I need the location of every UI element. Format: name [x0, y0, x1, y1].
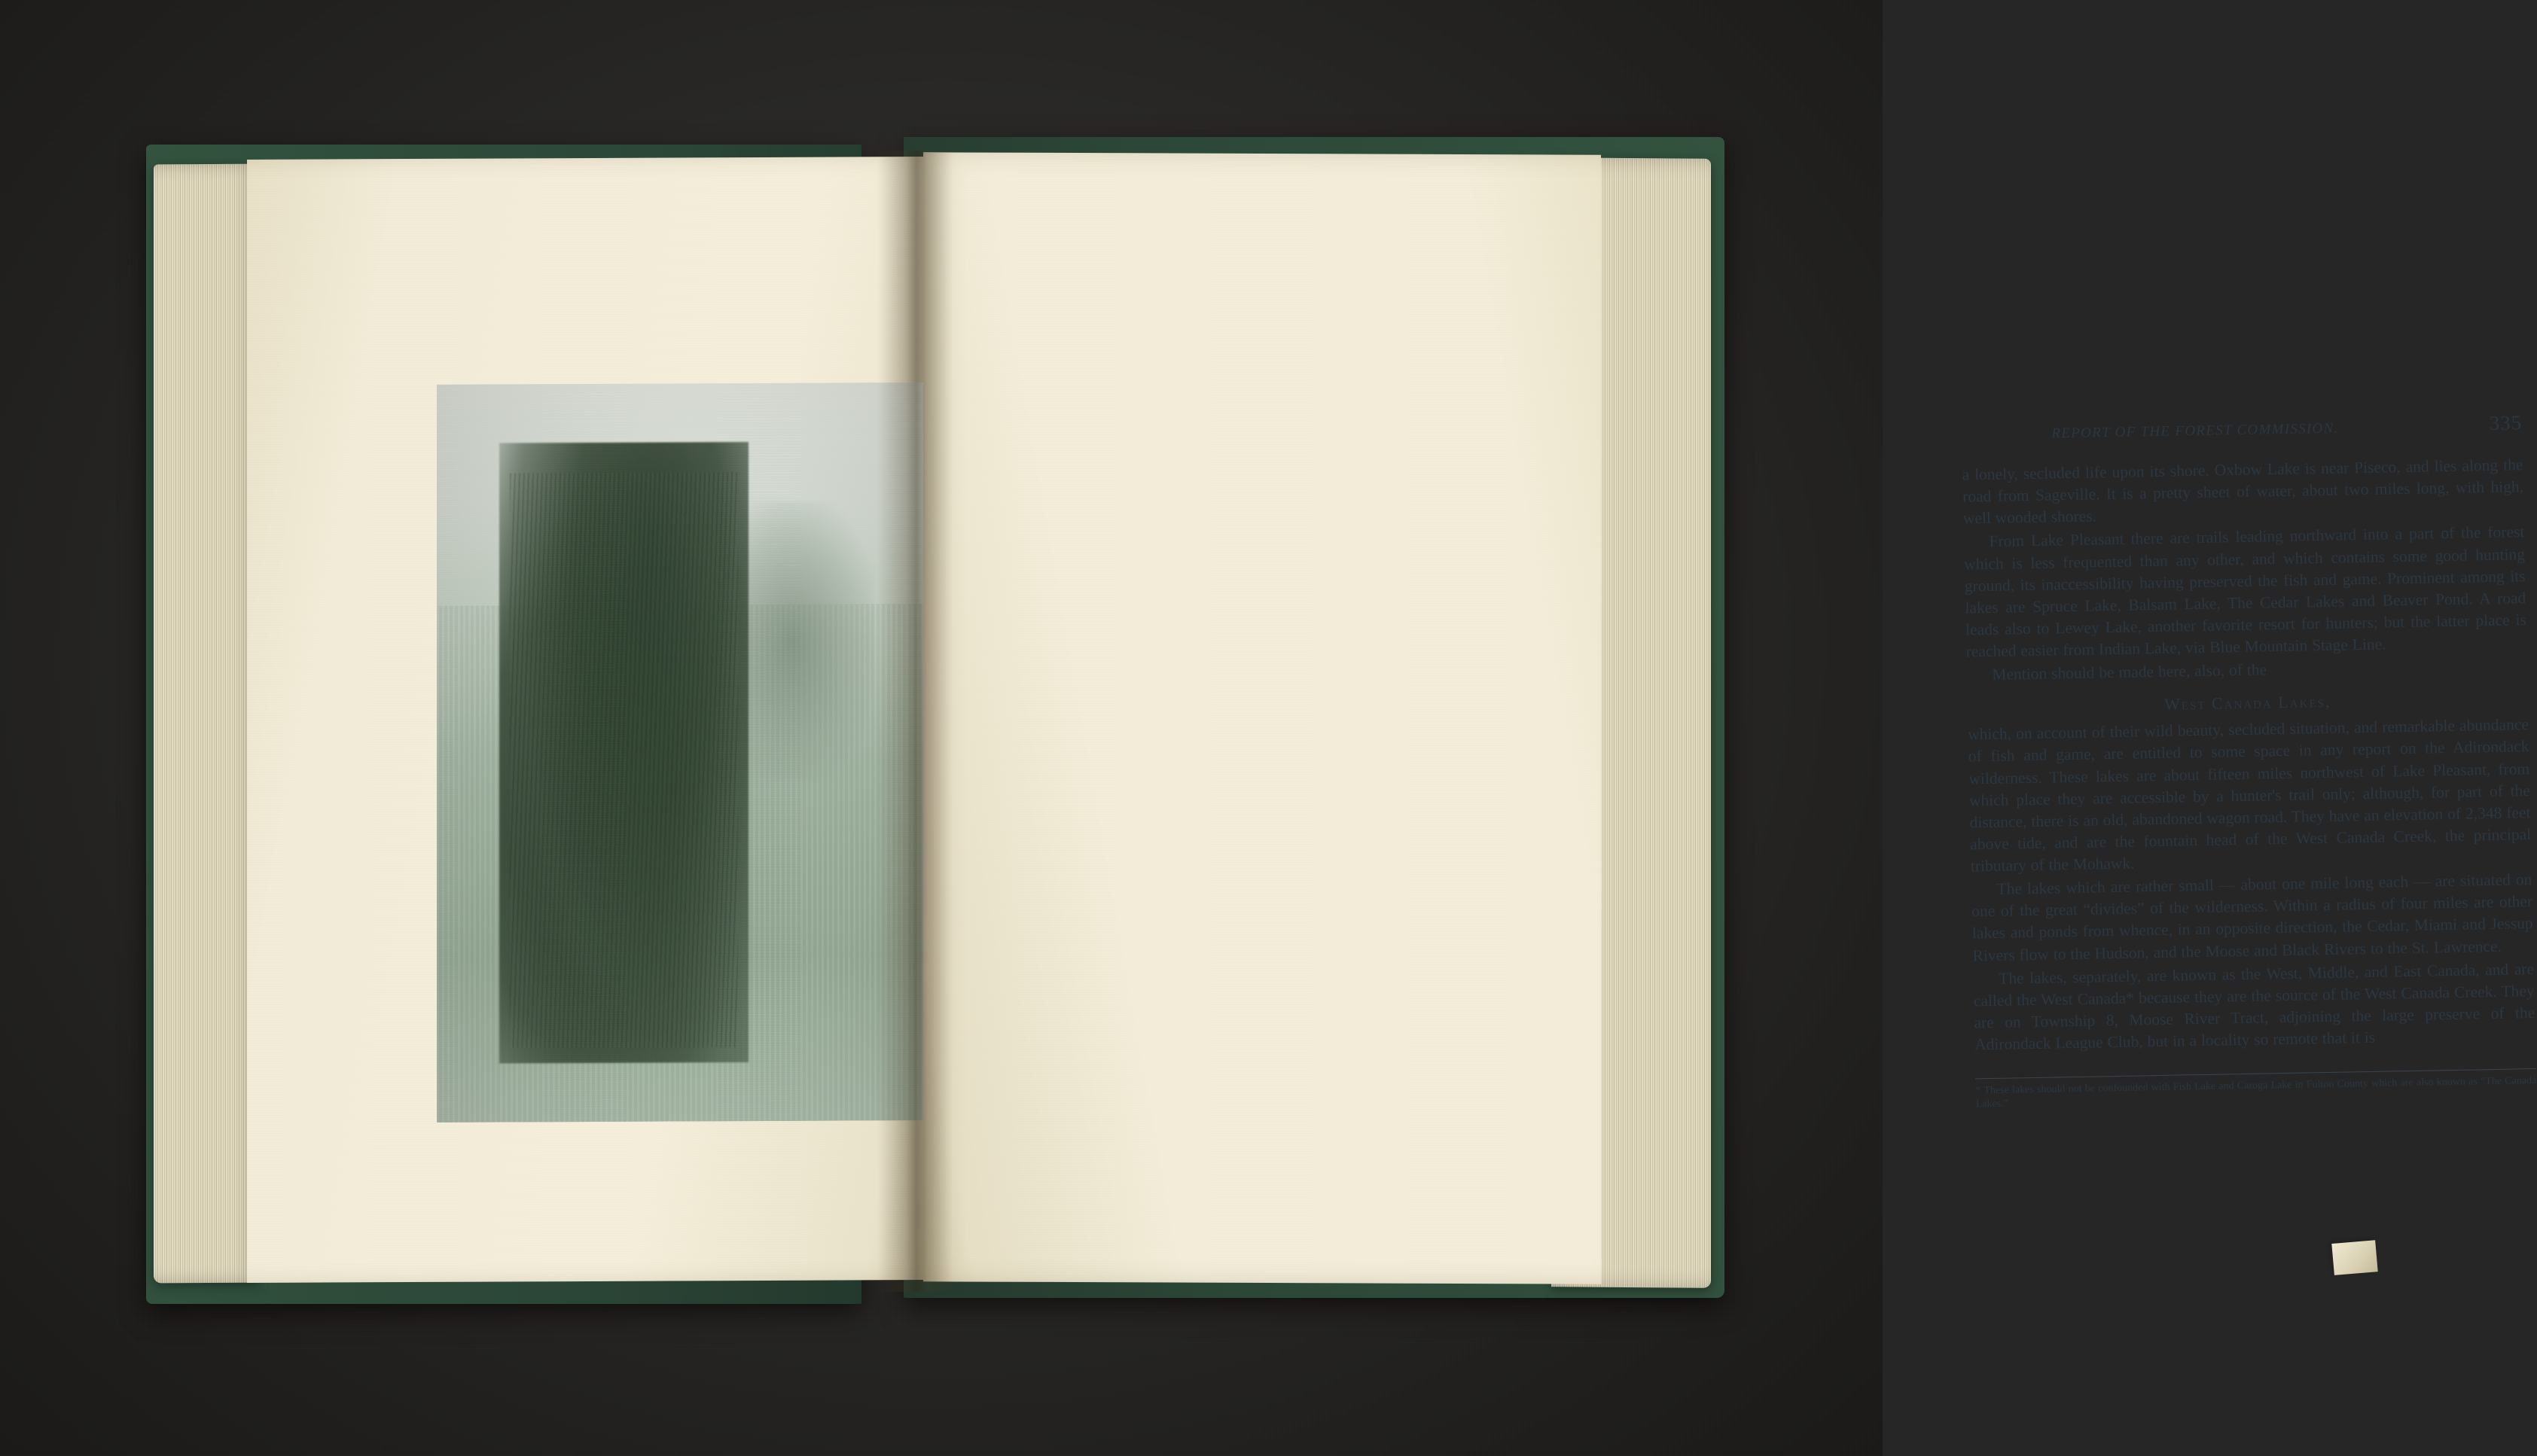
photographic-plate-island-in-sacandaga-lake	[437, 382, 956, 1122]
page-edges-left	[154, 164, 259, 1284]
paragraph-mention: Mention should be made here, also, of the	[1992, 660, 2267, 684]
left-page	[247, 157, 925, 1283]
section-heading: West Canada Lakes,	[2163, 692, 2331, 714]
plate-illustration-wrapper	[437, 382, 964, 1138]
paragraph-lake-pleasant-trails: From Lake Pleasant there are trails leading northward into a part of the forest which is less frequented than any other, and which contains some good hunting ground, its inaccessibility having preserved the fish and game. Prominent among its lakes are Spruce Lake, Balsam Lake, The Cedar Lakes and Beaver Pond. A road leads also to Lewey Lake, another favorite resort for hunters; but the latter place is reached easier from Indian Lake, via Blue Mountain Stage Line.	[1963, 522, 2527, 661]
running-head	[1961, 411, 2522, 444]
plate-vignette	[437, 382, 956, 1122]
paragraph-divides: The lakes which are rather small — about one mile long each — are situated on one of the great “divides” of the wilderness. Within a radius of four miles are other lakes and ponds from whence, in an opposite direction, the Cedar, Miami and Jessup Rivers flow to the Hudson, and the Moose and Black Rivers to the St. Lawrence.	[1971, 870, 2533, 964]
paragraph-township: The lakes, separately, are known as the West, Middle, and East Canada, and are called the West Canada* because they are the source of the West Canada Creek. They are on Township 8, Moose River Tract, adjoining the large preserve of the Adirondack League Club, but in a locality so remote that it is	[1973, 959, 2535, 1054]
right-page	[923, 152, 2537, 1284]
footnote: * These lakes should not be confounded with Fish Lake and Caroga Lake in Fulton County which are also known as “The Canada Lakes.”	[1975, 1075, 2537, 1110]
open-book	[136, 137, 2537, 1304]
text-column	[1961, 411, 2537, 1112]
page-number: 335	[2489, 411, 2523, 434]
paragraph-continued: a lonely, secluded life upon its shore. Oxbow Lake is near Piseco, and lies along the road from Sageville. It is a pretty sheet of water, about two miles long, with high, well wooded shores.	[1962, 455, 2524, 528]
paragraph-west-canada-description: which, on account of their wild beauty, secluded situation, and remarkable abundance of fish and game, are entitled to some space in any report on the Adirondack wilderness. These lakes are about fifteen miles northwest of Lake Pleasant, from which place they are accessible by a hunter's trail only; although, for part of the distance, there is an old, abandoned wagon road. They have an elevation of 2,348 feet above tide, and are the fountain head of the West Canada Creek, the principal tributary of the Mohawk.	[1967, 715, 2532, 876]
page-corner-curl	[2331, 1240, 2377, 1275]
running-title: REPORT OF THE FOREST COMMISSION.	[2051, 420, 2339, 442]
